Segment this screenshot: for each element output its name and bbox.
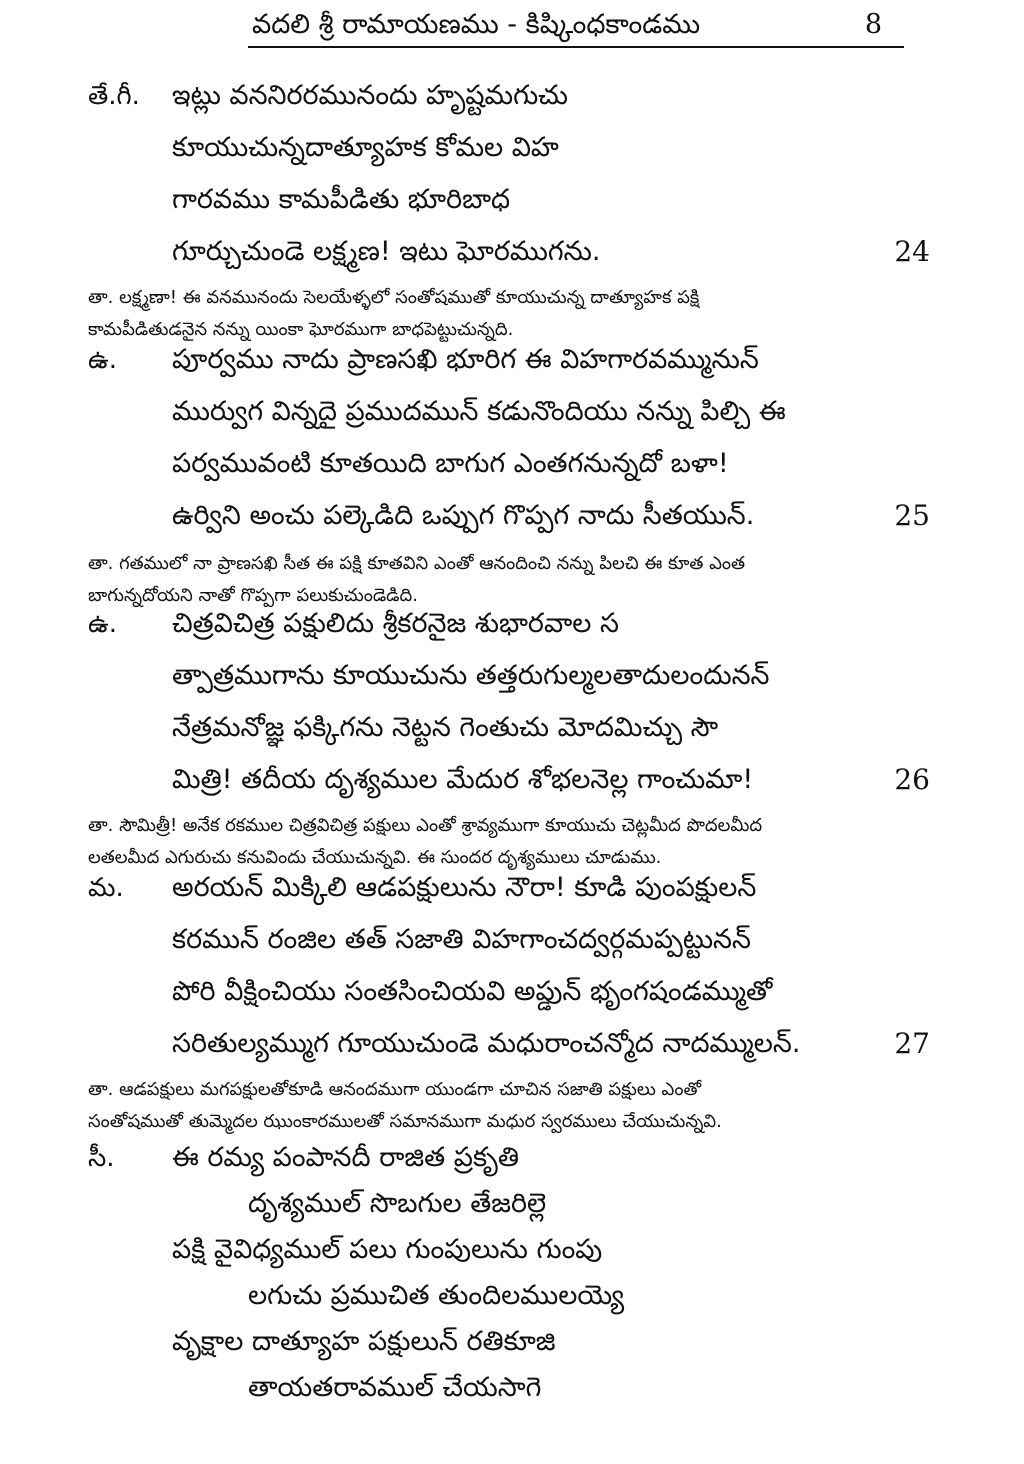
meter-label: ఉ. <box>88 345 118 375</box>
meaning-line: సంతోషముతో తుమ్మెదల ఝుంకారములతో సమానముగా మధుర స్వరములు చేయుచున్నవి. <box>88 1111 722 1132</box>
meaning-line: తా. గతములో నా ప్రాణసఖి సీత ఈ పక్షి కూతవిని ఎంతో ఆనందించి నన్ను పిలచి ఈ కూత ఎంత <box>88 553 746 574</box>
verse-line: కరమున్ రంజిల తత్ సజాతి విహగాంచద్వర్గమప్పట్టునన్ <box>172 924 751 955</box>
meaning-line: తా. సౌమిత్రీ! అనేక రకముల చిత్రవిచిత్ర పక్షులు ఎంతో శ్రావ్యముగా కూయుచు చెట్లమీద పొదలమీద <box>88 815 763 836</box>
verse-line: అరయన్ మిక్కిలి ఆడపక్షులును నౌరా! కూడి పుంపక్షులన్ <box>172 872 757 903</box>
meter-label: ఉ. <box>88 609 118 639</box>
verse-number: 24 <box>894 235 930 268</box>
meaning-line: కామపీడితుడనైన నన్ను యింకా ఘోరముగా బాధపెట్టుచున్నది. <box>88 319 514 340</box>
verse-line: ఉర్విని అంచు పల్కెడిది ఒప్పుగ గొప్పగ నాదు సీతయున్. <box>172 500 755 531</box>
verse-number: 26 <box>894 763 930 796</box>
verse-meaning <box>88 1074 960 1138</box>
verse-line: పర్వమువంటి కూతయిది బాగుగ ఎంతగనున్నదో బళా! <box>172 448 729 479</box>
verse-line: గారవము కామపీడితు భూరిబాధ <box>172 184 511 215</box>
book-title: వదలి శ్రీ రామాయణము - కిష్కింధకాండము <box>252 9 701 40</box>
page-number: 8 <box>864 9 882 40</box>
verse-line: ఈ రమ్య పంపానదీ రాజిత ప్రకృతి <box>172 1142 519 1173</box>
verse-number: 27 <box>894 1027 930 1060</box>
meter-label: తే.గీ. <box>88 81 140 111</box>
page-header <box>248 6 904 48</box>
verse-line: వృక్షాల దాత్యూహ పక్షులున్ రతికూజి <box>172 1326 556 1357</box>
verse-line: చిత్రవిచిత్ర పక్షులిదు శ్రీకరనైజ శుభారవాల స <box>172 608 619 639</box>
verse-line: ముర్వుగ విన్నదై ప్రముదమున్ కడునొందియు నన్ను పిల్చి ఈ <box>172 396 786 427</box>
meaning-line: తా. లక్ష్మణా! ఈ వనమునందు సెలయేళ్ళలో సంతోషముతో కూయుచున్న దాత్యూహక పక్షి <box>88 287 700 308</box>
verse-line: త్పాత్రముగాను కూయుచును తత్తరుగుల్మలతాదులందునన్ <box>172 660 770 691</box>
verse-number: 25 <box>894 499 930 532</box>
verse-line: పూర్వము నాదు ప్రాణసఖి భూరిగ ఈ విహగారవమ్మునున్ <box>172 344 759 375</box>
verse-line: దృశ్యముల్ సొబగుల తేజరిల్లె <box>248 1188 547 1219</box>
meter-label: మ. <box>88 873 124 903</box>
meter-label: సీ. <box>88 1143 115 1173</box>
verse-line: మిత్రి! తదీయ దృశ్యముల మేదుర శోభలనెల్ల గాంచుమా! <box>172 764 754 795</box>
meaning-line: బాగున్నదోయని నాతో గొప్పగా పలుకుచుండెడిది. <box>88 585 418 606</box>
verse-line: ఇట్లు వననిరరమునందు హృష్టమగుచు <box>172 80 569 111</box>
meaning-line: తా. ఆడపక్షులు మగపక్షులతోకూడి ఆనందముగా యుండగా చూచిన సజాతి పక్షులు ఎంతో <box>88 1079 702 1100</box>
verse-line: నేత్రమనోజ్ఞ ఫక్కిగను నెట్టన గెంతుచు మోదమిచ్చు సౌ <box>172 712 719 743</box>
verse-line: సరితుల్యమ్ముగ గూయుచుండె మధురాంచన్మోద నాదమ్ములన్. <box>172 1028 801 1059</box>
verse-line: తాయతరావముల్ చేయసాగె <box>248 1372 542 1403</box>
verse-line: లగుచు ప్రముచిత తుందిలములయ్యె <box>248 1280 625 1311</box>
verse-line: పోరి వీక్షించియు సంతసించియవి అప్డున్ భృంగషండమ్ముతో <box>172 976 773 1007</box>
verse-line: గూర్చుచుండె లక్ష్మణ! ఇటు ఘోరముగను. <box>172 236 601 267</box>
verse-line: కూయుచున్నదాత్యూహక కోమల విహ <box>172 132 559 163</box>
meaning-line: లతలమీద ఎగురుచు కనువిందు చేయుచున్నవి. ఈ సుందర దృశ్యములు చూడుము. <box>88 847 662 868</box>
verse-line: పక్షి వైవిధ్యముల్ పలు గుంపులును గుంపు <box>172 1234 603 1265</box>
